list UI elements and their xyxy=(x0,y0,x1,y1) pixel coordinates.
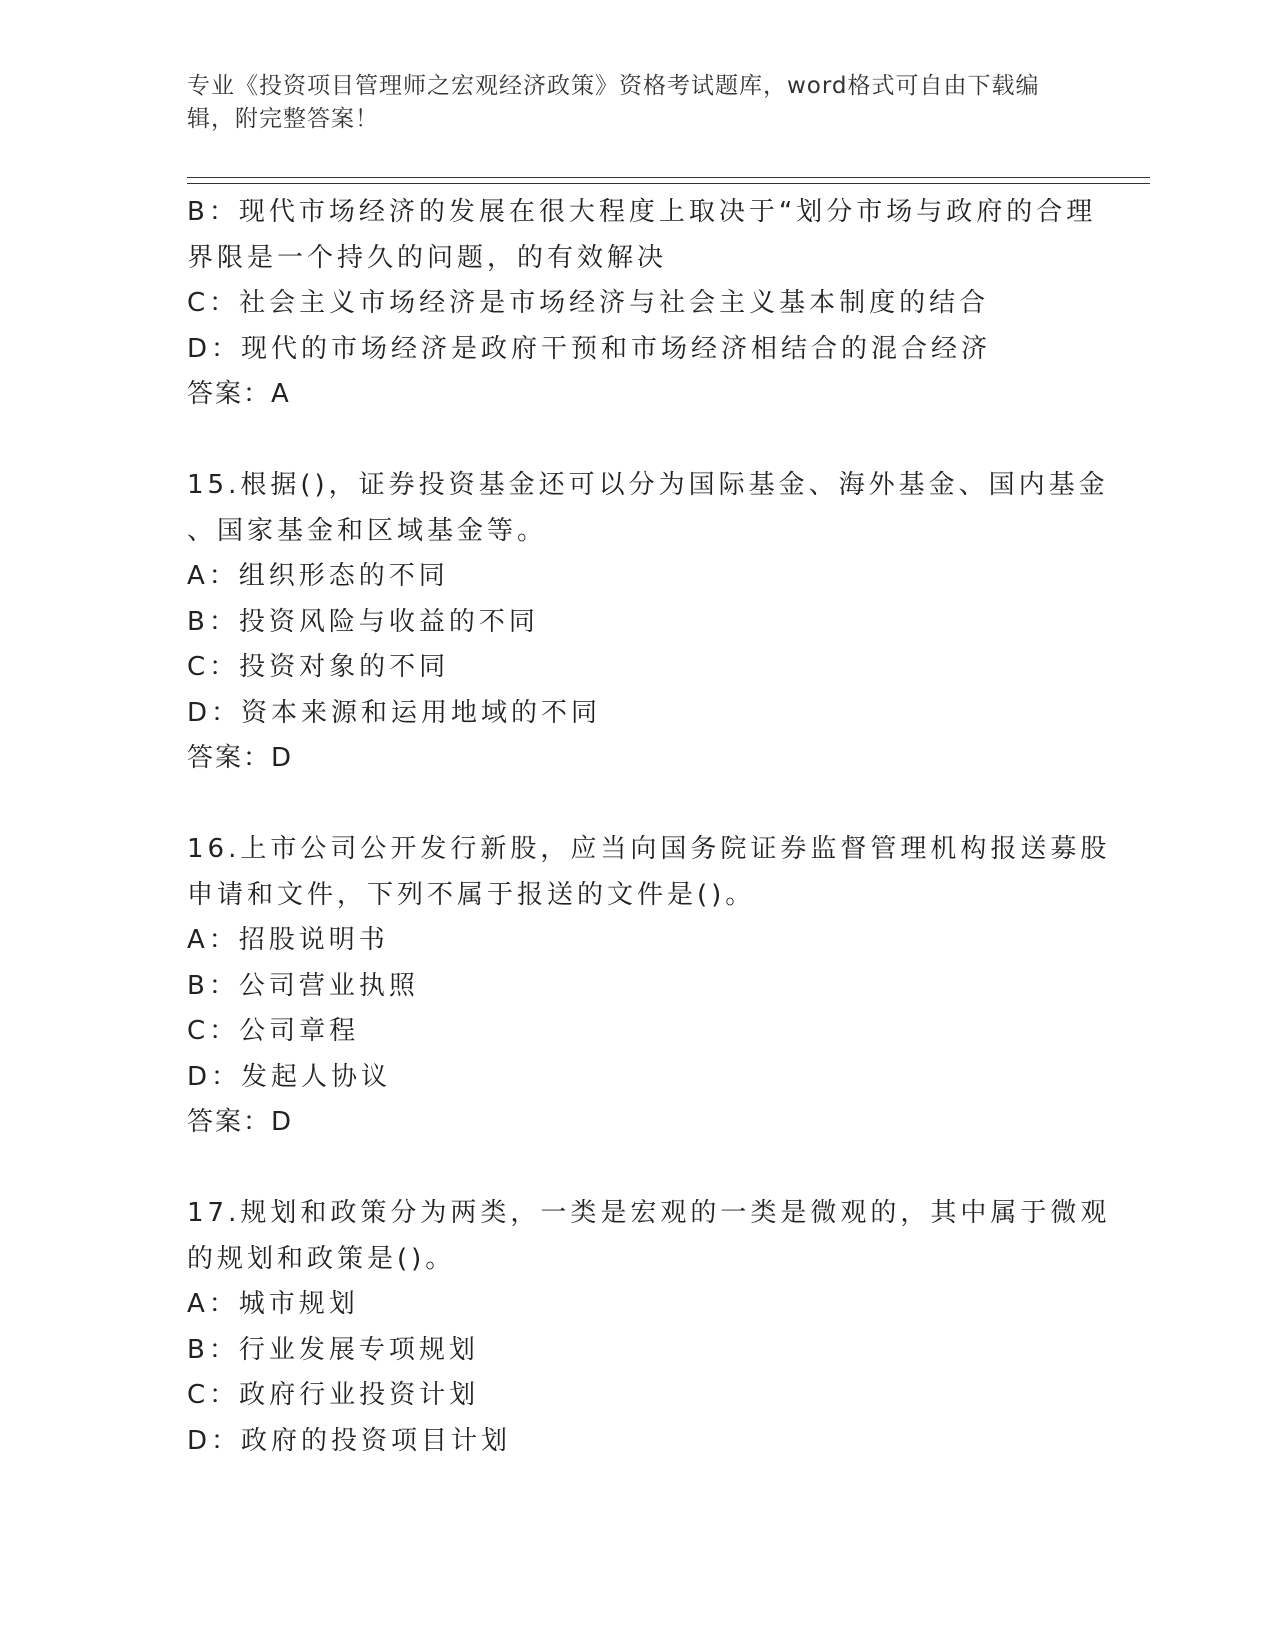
header-line-1: 专业《投资项目管理师之宏观经济政策》资格考试题库，word格式可自由下载编 xyxy=(187,73,1040,99)
option-c: C：公司章程 xyxy=(187,1016,360,1046)
option-d: D：资本来源和运用地域的不同 xyxy=(187,697,602,728)
question-text: 17.规划和政策分为两类，一类是宏观的一类是微观的，其中属于微观 xyxy=(187,1198,1111,1228)
header-divider-top xyxy=(187,177,1150,178)
question-text-continued: 的规划和政策是()。 xyxy=(187,1243,456,1274)
question-15 xyxy=(187,463,1109,782)
option-c: C：政府行业投资计划 xyxy=(187,1380,480,1410)
option-c: C：社会主义市场经济是市场经济与社会主义基本制度的结合 xyxy=(187,288,990,318)
question-text: 15.根据()，证券投资基金还可以分为国际基金、海外基金、国内基金 xyxy=(187,470,1109,500)
question-text-continued: 、国家基金和区域基金等。 xyxy=(187,515,548,546)
option-b: B：行业发展专项规划 xyxy=(187,1334,479,1365)
question-14-tail xyxy=(187,190,1097,418)
option-a: A：城市规划 xyxy=(187,1289,359,1319)
question-text-continued: 申请和文件，下列不属于报送的文件是()。 xyxy=(187,879,756,910)
question-16 xyxy=(187,827,1111,1146)
option-b: B：公司营业执照 xyxy=(187,970,419,1001)
answer: 答案：D xyxy=(187,743,294,773)
option-d: D：现代的市场经济是政府干预和市场经济相结合的混合经济 xyxy=(187,333,992,364)
question-list xyxy=(187,190,1111,1464)
option-b-continued: 界限是一个持久的问题，的有效解决 xyxy=(187,242,668,273)
question-text: 16.上市公司公开发行新股，应当向国务院证券监督管理机构报送募股 xyxy=(187,834,1111,864)
option-b: B：投资风险与收益的不同 xyxy=(187,606,539,637)
option-b: B：现代市场经济的发展在很大程度上取决于“划分市场与政府的合理 xyxy=(187,197,1097,227)
answer: 答案：D xyxy=(187,1107,294,1137)
answer: 答案：A xyxy=(187,379,291,409)
option-d: D：政府的投资项目计划 xyxy=(187,1425,512,1456)
document-header xyxy=(187,70,1087,136)
header-line-2: 辑，附完整答案！ xyxy=(187,106,379,132)
option-c: C：投资对象的不同 xyxy=(187,652,450,682)
option-d: D：发起人协议 xyxy=(187,1061,392,1092)
header-divider-bottom xyxy=(187,183,1150,184)
option-a: A：组织形态的不同 xyxy=(187,561,449,591)
option-a: A：招股说明书 xyxy=(187,925,389,955)
question-17 xyxy=(187,1191,1111,1464)
